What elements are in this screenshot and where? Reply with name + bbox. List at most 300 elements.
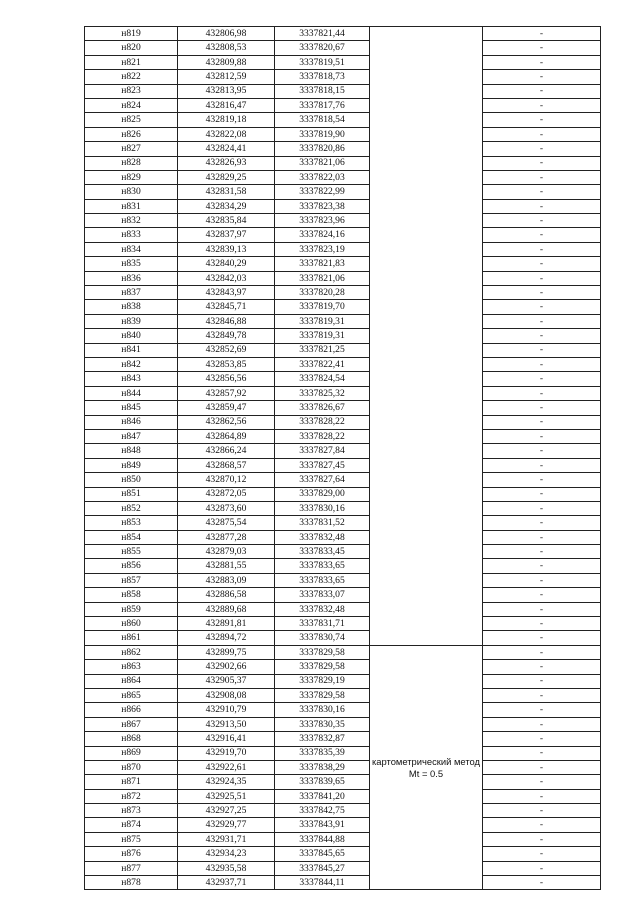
x-coordinate-cell: 432872,05 <box>178 487 275 501</box>
y-coordinate-cell: 3337824,54 <box>275 372 370 386</box>
x-coordinate-cell: 432916,41 <box>178 732 275 746</box>
point-id-cell: н824 <box>85 98 178 112</box>
table-row <box>85 70 601 84</box>
x-coordinate-cell: 432922,61 <box>178 760 275 774</box>
x-coordinate-cell: 432935,58 <box>178 861 275 875</box>
accuracy-cell: - <box>483 559 601 573</box>
point-id-cell: н860 <box>85 617 178 631</box>
x-coordinate-cell: 432834,29 <box>178 199 275 213</box>
x-coordinate-cell: 432875,54 <box>178 516 275 530</box>
table-row <box>85 876 601 890</box>
point-id-cell: н875 <box>85 832 178 846</box>
accuracy-cell: - <box>483 703 601 717</box>
point-id-cell: н830 <box>85 185 178 199</box>
y-coordinate-cell: 3337829,19 <box>275 674 370 688</box>
table-row <box>85 127 601 141</box>
x-coordinate-cell: 432837,97 <box>178 228 275 242</box>
table-row <box>85 228 601 242</box>
y-coordinate-cell: 3337841,20 <box>275 789 370 803</box>
y-coordinate-cell: 3337845,65 <box>275 847 370 861</box>
table-row <box>85 27 601 41</box>
point-id-cell: н870 <box>85 760 178 774</box>
table-row <box>85 573 601 587</box>
table-row <box>85 559 601 573</box>
x-coordinate-cell: 432924,35 <box>178 775 275 789</box>
table-row <box>85 631 601 645</box>
x-coordinate-cell: 432829,25 <box>178 170 275 184</box>
table-row <box>85 401 601 415</box>
accuracy-cell: - <box>483 156 601 170</box>
point-id-cell: н839 <box>85 314 178 328</box>
point-id-cell: н827 <box>85 142 178 156</box>
accuracy-cell: - <box>483 41 601 55</box>
point-id-cell: н871 <box>85 775 178 789</box>
table-row <box>85 41 601 55</box>
y-coordinate-cell: 3337844,88 <box>275 832 370 846</box>
point-id-cell: н867 <box>85 717 178 731</box>
table-row <box>85 156 601 170</box>
table-row <box>85 688 601 702</box>
y-coordinate-cell: 3337830,16 <box>275 703 370 717</box>
y-coordinate-cell: 3337829,58 <box>275 660 370 674</box>
point-id-cell: н855 <box>85 545 178 559</box>
y-coordinate-cell: 3337825,32 <box>275 386 370 400</box>
accuracy-cell: - <box>483 674 601 688</box>
point-id-cell: н841 <box>85 343 178 357</box>
point-id-cell: н835 <box>85 257 178 271</box>
y-coordinate-cell: 3337835,39 <box>275 746 370 760</box>
y-coordinate-cell: 3337820,86 <box>275 142 370 156</box>
x-coordinate-cell: 432877,28 <box>178 530 275 544</box>
y-coordinate-cell: 3337823,96 <box>275 214 370 228</box>
point-id-cell: н820 <box>85 41 178 55</box>
y-coordinate-cell: 3337827,45 <box>275 458 370 472</box>
y-coordinate-cell: 3337819,31 <box>275 329 370 343</box>
table-row <box>85 818 601 832</box>
x-coordinate-cell: 432835,84 <box>178 214 275 228</box>
y-coordinate-cell: 3337817,76 <box>275 98 370 112</box>
table-row <box>85 674 601 688</box>
accuracy-cell: - <box>483 314 601 328</box>
point-id-cell: н821 <box>85 55 178 69</box>
accuracy-cell: - <box>483 602 601 616</box>
point-id-cell: н868 <box>85 732 178 746</box>
x-coordinate-cell: 432826,93 <box>178 156 275 170</box>
table-row <box>85 372 601 386</box>
x-coordinate-cell: 432881,55 <box>178 559 275 573</box>
table-row <box>85 847 601 861</box>
table-row <box>85 300 601 314</box>
accuracy-cell: - <box>483 444 601 458</box>
y-coordinate-cell: 3337831,52 <box>275 516 370 530</box>
x-coordinate-cell: 432866,24 <box>178 444 275 458</box>
point-id-cell: н856 <box>85 559 178 573</box>
table-row <box>85 703 601 717</box>
table-row <box>85 458 601 472</box>
y-coordinate-cell: 3337821,06 <box>275 271 370 285</box>
point-id-cell: н822 <box>85 70 178 84</box>
accuracy-cell: - <box>483 170 601 184</box>
accuracy-cell: - <box>483 27 601 41</box>
x-coordinate-cell: 432857,92 <box>178 386 275 400</box>
x-coordinate-cell: 432839,13 <box>178 242 275 256</box>
point-id-cell: н858 <box>85 588 178 602</box>
y-coordinate-cell: 3337830,16 <box>275 501 370 515</box>
accuracy-cell: - <box>483 357 601 371</box>
accuracy-cell: - <box>483 386 601 400</box>
point-id-cell: н854 <box>85 530 178 544</box>
accuracy-cell: - <box>483 113 601 127</box>
y-coordinate-cell: 3337828,22 <box>275 415 370 429</box>
point-id-cell: н849 <box>85 458 178 472</box>
x-coordinate-cell: 432886,58 <box>178 588 275 602</box>
table-row <box>85 55 601 69</box>
x-coordinate-cell: 432819,18 <box>178 113 275 127</box>
accuracy-cell: - <box>483 501 601 515</box>
x-coordinate-cell: 432831,58 <box>178 185 275 199</box>
accuracy-cell: - <box>483 717 601 731</box>
y-coordinate-cell: 3337822,03 <box>275 170 370 184</box>
point-id-cell: н829 <box>85 170 178 184</box>
x-coordinate-cell: 432879,03 <box>178 545 275 559</box>
table-row <box>85 760 601 774</box>
point-id-cell: н872 <box>85 789 178 803</box>
point-id-cell: н848 <box>85 444 178 458</box>
table-row <box>85 415 601 429</box>
accuracy-cell: - <box>483 343 601 357</box>
x-coordinate-cell: 432894,72 <box>178 631 275 645</box>
point-id-cell: н823 <box>85 84 178 98</box>
table-row <box>85 545 601 559</box>
accuracy-cell: - <box>483 214 601 228</box>
y-coordinate-cell: 3337828,22 <box>275 429 370 443</box>
x-coordinate-cell: 432937,71 <box>178 876 275 890</box>
x-coordinate-cell: 432809,88 <box>178 55 275 69</box>
table-row <box>85 516 601 530</box>
method-cell-upper <box>370 27 483 646</box>
accuracy-cell: - <box>483 228 601 242</box>
table-row <box>85 329 601 343</box>
accuracy-cell: - <box>483 804 601 818</box>
table-row <box>85 775 601 789</box>
y-coordinate-cell: 3337839,65 <box>275 775 370 789</box>
table-row <box>85 530 601 544</box>
table-row <box>85 84 601 98</box>
point-id-cell: н831 <box>85 199 178 213</box>
table-row <box>85 214 601 228</box>
point-id-cell: н840 <box>85 329 178 343</box>
x-coordinate-cell: 432925,51 <box>178 789 275 803</box>
coordinates-table <box>84 26 601 890</box>
table-row <box>85 501 601 515</box>
x-coordinate-cell: 432927,25 <box>178 804 275 818</box>
point-id-cell: н878 <box>85 876 178 890</box>
table-row <box>85 113 601 127</box>
y-coordinate-cell: 3337822,41 <box>275 357 370 371</box>
x-coordinate-cell: 432859,47 <box>178 401 275 415</box>
table-row <box>85 861 601 875</box>
table-row <box>85 386 601 400</box>
accuracy-cell: - <box>483 861 601 875</box>
x-coordinate-cell: 432845,71 <box>178 300 275 314</box>
point-id-cell: н862 <box>85 645 178 659</box>
point-id-cell: н851 <box>85 487 178 501</box>
y-coordinate-cell: 3337838,29 <box>275 760 370 774</box>
point-id-cell: н834 <box>85 242 178 256</box>
table-row <box>85 732 601 746</box>
y-coordinate-cell: 3337820,67 <box>275 41 370 55</box>
table-row <box>85 617 601 631</box>
accuracy-cell: - <box>483 818 601 832</box>
point-id-cell: н843 <box>85 372 178 386</box>
table-row <box>85 789 601 803</box>
table-row <box>85 142 601 156</box>
point-id-cell: н838 <box>85 300 178 314</box>
x-coordinate-cell: 432856,56 <box>178 372 275 386</box>
accuracy-cell: - <box>483 847 601 861</box>
y-coordinate-cell: 3337833,65 <box>275 559 370 573</box>
x-coordinate-cell: 432902,66 <box>178 660 275 674</box>
y-coordinate-cell: 3337819,31 <box>275 314 370 328</box>
point-id-cell: н847 <box>85 429 178 443</box>
accuracy-cell: - <box>483 789 601 803</box>
x-coordinate-cell: 432816,47 <box>178 98 275 112</box>
accuracy-cell: - <box>483 530 601 544</box>
x-coordinate-cell: 432842,03 <box>178 271 275 285</box>
y-coordinate-cell: 3337820,28 <box>275 286 370 300</box>
accuracy-cell: - <box>483 415 601 429</box>
x-coordinate-cell: 432910,79 <box>178 703 275 717</box>
x-coordinate-cell: 432822,08 <box>178 127 275 141</box>
point-id-cell: н876 <box>85 847 178 861</box>
accuracy-cell: - <box>483 473 601 487</box>
table-row <box>85 286 601 300</box>
y-coordinate-cell: 3337832,87 <box>275 732 370 746</box>
table-row <box>85 832 601 846</box>
point-id-cell: н863 <box>85 660 178 674</box>
table-row <box>85 487 601 501</box>
point-id-cell: н861 <box>85 631 178 645</box>
accuracy-cell: - <box>483 775 601 789</box>
x-coordinate-cell: 432808,53 <box>178 41 275 55</box>
y-coordinate-cell: 3337823,19 <box>275 242 370 256</box>
y-coordinate-cell: 3337826,67 <box>275 401 370 415</box>
x-coordinate-cell: 432853,85 <box>178 357 275 371</box>
point-id-cell: н852 <box>85 501 178 515</box>
point-id-cell: н853 <box>85 516 178 530</box>
point-id-cell: н846 <box>85 415 178 429</box>
accuracy-cell: - <box>483 660 601 674</box>
accuracy-cell: - <box>483 429 601 443</box>
point-id-cell: н819 <box>85 27 178 41</box>
table-row <box>85 242 601 256</box>
y-coordinate-cell: 3337842,75 <box>275 804 370 818</box>
accuracy-cell: - <box>483 271 601 285</box>
point-id-cell: н864 <box>85 674 178 688</box>
y-coordinate-cell: 3337819,51 <box>275 55 370 69</box>
y-coordinate-cell: 3337829,00 <box>275 487 370 501</box>
y-coordinate-cell: 3337833,65 <box>275 573 370 587</box>
point-id-cell: н833 <box>85 228 178 242</box>
accuracy-cell: - <box>483 631 601 645</box>
accuracy-cell: - <box>483 127 601 141</box>
table-row <box>85 444 601 458</box>
point-id-cell: н837 <box>85 286 178 300</box>
accuracy-cell: - <box>483 242 601 256</box>
point-id-cell: н857 <box>85 573 178 587</box>
accuracy-cell: - <box>483 516 601 530</box>
accuracy-cell: - <box>483 257 601 271</box>
x-coordinate-cell: 432824,41 <box>178 142 275 156</box>
x-coordinate-cell: 432891,81 <box>178 617 275 631</box>
accuracy-cell: - <box>483 70 601 84</box>
y-coordinate-cell: 3337821,44 <box>275 27 370 41</box>
accuracy-cell: - <box>483 832 601 846</box>
table-row <box>85 602 601 616</box>
table-row <box>85 170 601 184</box>
x-coordinate-cell: 432931,71 <box>178 832 275 846</box>
table-row <box>85 429 601 443</box>
point-id-cell: н866 <box>85 703 178 717</box>
y-coordinate-cell: 3337830,35 <box>275 717 370 731</box>
y-coordinate-cell: 3337833,07 <box>275 588 370 602</box>
accuracy-cell: - <box>483 55 601 69</box>
x-coordinate-cell: 432846,88 <box>178 314 275 328</box>
accuracy-cell: - <box>483 760 601 774</box>
y-coordinate-cell: 3337821,83 <box>275 257 370 271</box>
y-coordinate-cell: 3337829,58 <box>275 645 370 659</box>
x-coordinate-cell: 432934,23 <box>178 847 275 861</box>
accuracy-cell: - <box>483 746 601 760</box>
y-coordinate-cell: 3337818,73 <box>275 70 370 84</box>
y-coordinate-cell: 3337843,91 <box>275 818 370 832</box>
y-coordinate-cell: 3337819,70 <box>275 300 370 314</box>
accuracy-cell: - <box>483 401 601 415</box>
y-coordinate-cell: 3337831,71 <box>275 617 370 631</box>
y-coordinate-cell: 3337823,38 <box>275 199 370 213</box>
y-coordinate-cell: 3337829,58 <box>275 688 370 702</box>
x-coordinate-cell: 432849,78 <box>178 329 275 343</box>
y-coordinate-cell: 3337827,64 <box>275 473 370 487</box>
table-row <box>85 660 601 674</box>
point-id-cell: н874 <box>85 818 178 832</box>
y-coordinate-cell: 3337818,54 <box>275 113 370 127</box>
accuracy-cell: - <box>483 588 601 602</box>
y-coordinate-cell: 3337830,74 <box>275 631 370 645</box>
accuracy-cell: - <box>483 372 601 386</box>
accuracy-cell: - <box>483 300 601 314</box>
y-coordinate-cell: 3337822,99 <box>275 185 370 199</box>
table-row <box>85 98 601 112</box>
point-id-cell: н844 <box>85 386 178 400</box>
accuracy-cell: - <box>483 487 601 501</box>
accuracy-cell: - <box>483 84 601 98</box>
accuracy-cell: - <box>483 732 601 746</box>
x-coordinate-cell: 432919,70 <box>178 746 275 760</box>
y-coordinate-cell: 3337821,06 <box>275 156 370 170</box>
accuracy-cell: - <box>483 573 601 587</box>
table-row <box>85 473 601 487</box>
point-id-cell: н836 <box>85 271 178 285</box>
x-coordinate-cell: 432870,12 <box>178 473 275 487</box>
x-coordinate-cell: 432929,77 <box>178 818 275 832</box>
accuracy-cell: - <box>483 545 601 559</box>
x-coordinate-cell: 432889,68 <box>178 602 275 616</box>
table-row <box>85 257 601 271</box>
table-row <box>85 357 601 371</box>
table-row <box>85 343 601 357</box>
y-coordinate-cell: 3337832,48 <box>275 530 370 544</box>
x-coordinate-cell: 432908,08 <box>178 688 275 702</box>
point-id-cell: н873 <box>85 804 178 818</box>
point-id-cell: н826 <box>85 127 178 141</box>
table-row <box>85 185 601 199</box>
y-coordinate-cell: 3337827,84 <box>275 444 370 458</box>
point-id-cell: н850 <box>85 473 178 487</box>
table-row <box>85 271 601 285</box>
point-id-cell: н877 <box>85 861 178 875</box>
y-coordinate-cell: 3337833,45 <box>275 545 370 559</box>
accuracy-cell: - <box>483 458 601 472</box>
point-id-cell: н825 <box>85 113 178 127</box>
table-row <box>85 314 601 328</box>
accuracy-cell: - <box>483 876 601 890</box>
x-coordinate-cell: 432905,37 <box>178 674 275 688</box>
accuracy-cell: - <box>483 185 601 199</box>
accuracy-cell: - <box>483 286 601 300</box>
point-id-cell: н845 <box>85 401 178 415</box>
table-row <box>85 746 601 760</box>
x-coordinate-cell: 432840,29 <box>178 257 275 271</box>
y-coordinate-cell: 3337844,11 <box>275 876 370 890</box>
x-coordinate-cell: 432913,50 <box>178 717 275 731</box>
table-row <box>85 804 601 818</box>
accuracy-cell: - <box>483 199 601 213</box>
y-coordinate-cell: 3337821,25 <box>275 343 370 357</box>
x-coordinate-cell: 432806,98 <box>178 27 275 41</box>
x-coordinate-cell: 432868,57 <box>178 458 275 472</box>
point-id-cell: н832 <box>85 214 178 228</box>
x-coordinate-cell: 432843,97 <box>178 286 275 300</box>
y-coordinate-cell: 3337824,16 <box>275 228 370 242</box>
x-coordinate-cell: 432812,59 <box>178 70 275 84</box>
x-coordinate-cell: 432899,75 <box>178 645 275 659</box>
y-coordinate-cell: 3337832,48 <box>275 602 370 616</box>
x-coordinate-cell: 432864,89 <box>178 429 275 443</box>
point-id-cell: н869 <box>85 746 178 760</box>
point-id-cell: н828 <box>85 156 178 170</box>
accuracy-cell: - <box>483 142 601 156</box>
x-coordinate-cell: 432873,60 <box>178 501 275 515</box>
x-coordinate-cell: 432883,09 <box>178 573 275 587</box>
x-coordinate-cell: 432862,56 <box>178 415 275 429</box>
y-coordinate-cell: 3337819,90 <box>275 127 370 141</box>
point-id-cell: н859 <box>85 602 178 616</box>
table-row <box>85 717 601 731</box>
x-coordinate-cell: 432852,69 <box>178 343 275 357</box>
point-id-cell: н865 <box>85 688 178 702</box>
x-coordinate-cell: 432813,95 <box>178 84 275 98</box>
accuracy-cell: - <box>483 645 601 659</box>
accuracy-cell: - <box>483 98 601 112</box>
table-row <box>85 199 601 213</box>
coordinates-table-body <box>85 27 601 890</box>
table-row <box>85 645 601 659</box>
point-id-cell: н842 <box>85 357 178 371</box>
accuracy-cell: - <box>483 617 601 631</box>
y-coordinate-cell: 3337845,27 <box>275 861 370 875</box>
y-coordinate-cell: 3337818,15 <box>275 84 370 98</box>
